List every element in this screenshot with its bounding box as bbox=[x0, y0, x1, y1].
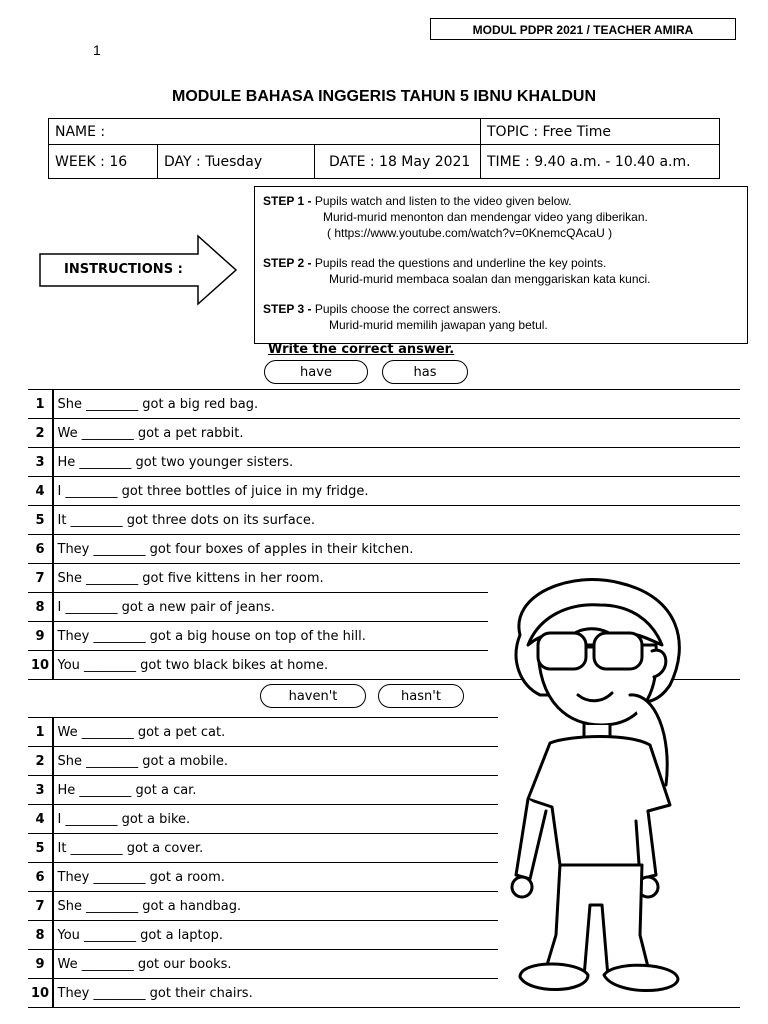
row-divider bbox=[52, 834, 54, 862]
step2-label: STEP 2 - bbox=[263, 256, 312, 270]
exercise-row bbox=[28, 717, 498, 746]
exercise-row bbox=[28, 804, 498, 833]
question-number: 7 bbox=[35, 570, 45, 586]
question-number: 2 bbox=[35, 425, 45, 441]
exercise-row bbox=[28, 978, 498, 1007]
question-number: 3 bbox=[35, 454, 45, 470]
question-number: 8 bbox=[35, 927, 45, 943]
question-text: He ________ got a car. bbox=[57, 782, 197, 798]
page-number: 1 bbox=[93, 42, 101, 58]
question-text: She ________ got five kittens in her room. bbox=[57, 570, 324, 586]
question-number: 2 bbox=[35, 753, 45, 769]
question-text: They ________ got their chairs. bbox=[57, 985, 253, 1001]
step1-text: Pupils watch and listen to the video given below. bbox=[314, 194, 572, 208]
row-divider bbox=[52, 805, 54, 833]
step3-text: Pupils choose the correct answers. bbox=[314, 302, 501, 316]
exercise-row bbox=[28, 447, 740, 476]
exercise-row bbox=[28, 775, 498, 804]
row-divider bbox=[52, 477, 54, 505]
question-text: I ________ got three bottles of juice in my fridge. bbox=[57, 483, 369, 499]
date-field: DATE : 18 May 2021 bbox=[315, 145, 481, 179]
question-text: They ________ got four boxes of apples in their kitchen. bbox=[57, 541, 414, 557]
question-number: 9 bbox=[35, 956, 45, 972]
question-number: 8 bbox=[35, 599, 45, 615]
row-divider bbox=[52, 950, 54, 978]
row-divider bbox=[52, 979, 54, 1007]
row-divider bbox=[52, 622, 54, 650]
row-divider bbox=[52, 776, 54, 804]
exercise-row bbox=[28, 389, 740, 418]
question-number: 5 bbox=[35, 840, 45, 856]
row-divider bbox=[52, 535, 54, 563]
option-havent: haven't bbox=[260, 684, 366, 708]
row-divider bbox=[52, 419, 54, 447]
question-number: 10 bbox=[30, 985, 50, 1001]
question-number: 10 bbox=[30, 657, 50, 673]
question-number: 4 bbox=[35, 811, 45, 827]
girl-illustration bbox=[480, 575, 760, 1024]
question-text: We ________ got a pet rabbit. bbox=[57, 425, 244, 441]
question-text: She ________ got a big red bag. bbox=[57, 396, 259, 412]
question-text: You ________ got a laptop. bbox=[57, 927, 223, 943]
question-text: It ________ got three dots on its surface. bbox=[57, 512, 315, 528]
page-title: MODULE BAHASA INGGERIS TAHUN 5 IBNU KHALDUN bbox=[172, 88, 596, 105]
option-has: has bbox=[382, 360, 468, 384]
info-table bbox=[48, 118, 720, 179]
row-divider bbox=[52, 892, 54, 920]
option-have: have bbox=[264, 360, 368, 384]
exercise-row bbox=[28, 592, 488, 621]
row-divider bbox=[52, 564, 54, 592]
time-field: TIME : 9.40 a.m. - 10.40 a.m. bbox=[481, 145, 720, 179]
module-header: MODUL PDPR 2021 / TEACHER AMIRA bbox=[430, 18, 736, 40]
exercise-row bbox=[28, 534, 740, 563]
exercise-row bbox=[28, 746, 498, 775]
question-text: You ________ got two black bikes at home. bbox=[57, 657, 329, 673]
row-divider bbox=[52, 863, 54, 891]
question-number: 6 bbox=[35, 541, 45, 557]
instructions-label: INSTRUCTIONS : bbox=[64, 262, 183, 277]
exercise-row bbox=[28, 862, 498, 891]
exercise-row bbox=[28, 949, 498, 978]
row-divider bbox=[52, 506, 54, 534]
week-field: WEEK : 16 bbox=[49, 145, 158, 179]
question-number: 3 bbox=[35, 782, 45, 798]
step1-label: STEP 1 - bbox=[263, 194, 312, 208]
day-field: DAY : Tuesday bbox=[158, 145, 315, 179]
question-text: They ________ got a big house on top of the hill. bbox=[57, 628, 366, 644]
topic-field: TOPIC : Free Time bbox=[481, 119, 720, 145]
question-text: We ________ got a pet cat. bbox=[57, 724, 226, 740]
question-text: I ________ got a new pair of jeans. bbox=[57, 599, 275, 615]
question-text: She ________ got a mobile. bbox=[57, 753, 229, 769]
instructions-box bbox=[254, 186, 748, 344]
step3-label: STEP 3 - bbox=[263, 302, 312, 316]
question-text: She ________ got a handbag. bbox=[57, 898, 242, 914]
step1-malay: Murid-murid menonton dan mendengar video yang diberikan. bbox=[323, 210, 648, 224]
question-text: We ________ got our books. bbox=[57, 956, 232, 972]
question-number: 6 bbox=[35, 869, 45, 885]
row-divider bbox=[52, 747, 54, 775]
exercise-title: Write the correct answer. bbox=[268, 342, 455, 357]
row-divider bbox=[52, 651, 54, 679]
step3-malay: Murid-murid memilih jawapan yang betul. bbox=[329, 318, 548, 332]
question-number: 7 bbox=[35, 898, 45, 914]
question-number: 1 bbox=[35, 724, 45, 740]
exercise-row bbox=[28, 621, 488, 650]
row-divider bbox=[52, 390, 54, 418]
exercise-row bbox=[28, 833, 498, 862]
exercise-row bbox=[28, 418, 740, 447]
exercise-row bbox=[28, 476, 740, 505]
question-number: 9 bbox=[35, 628, 45, 644]
question-text: They ________ got a room. bbox=[57, 869, 225, 885]
option-hasnt: hasn't bbox=[378, 684, 464, 708]
exercise-row bbox=[28, 650, 488, 679]
question-number: 4 bbox=[35, 483, 45, 499]
row-divider bbox=[52, 718, 54, 746]
question-text: It ________ got a cover. bbox=[57, 840, 204, 856]
question-text: He ________ got two younger sisters. bbox=[57, 454, 294, 470]
name-field: NAME : bbox=[49, 119, 481, 145]
question-number: 1 bbox=[35, 396, 45, 412]
row-divider bbox=[52, 448, 54, 476]
row-divider bbox=[52, 921, 54, 949]
exercise-row bbox=[28, 891, 498, 920]
exercise-row bbox=[28, 505, 740, 534]
step2-text: Pupils read the questions and underline the key points. bbox=[314, 256, 607, 270]
step2-malay: Murid-murid membaca soalan dan menggariskan kata kunci. bbox=[329, 272, 651, 286]
step1-video-link[interactable]: ( https://www.youtube.com/watch?v=0KnemcQAcaU ) bbox=[327, 226, 613, 240]
exercise-row bbox=[28, 920, 498, 949]
question-number: 5 bbox=[35, 512, 45, 528]
row-divider bbox=[52, 593, 54, 621]
question-text: I ________ got a bike. bbox=[57, 811, 191, 827]
